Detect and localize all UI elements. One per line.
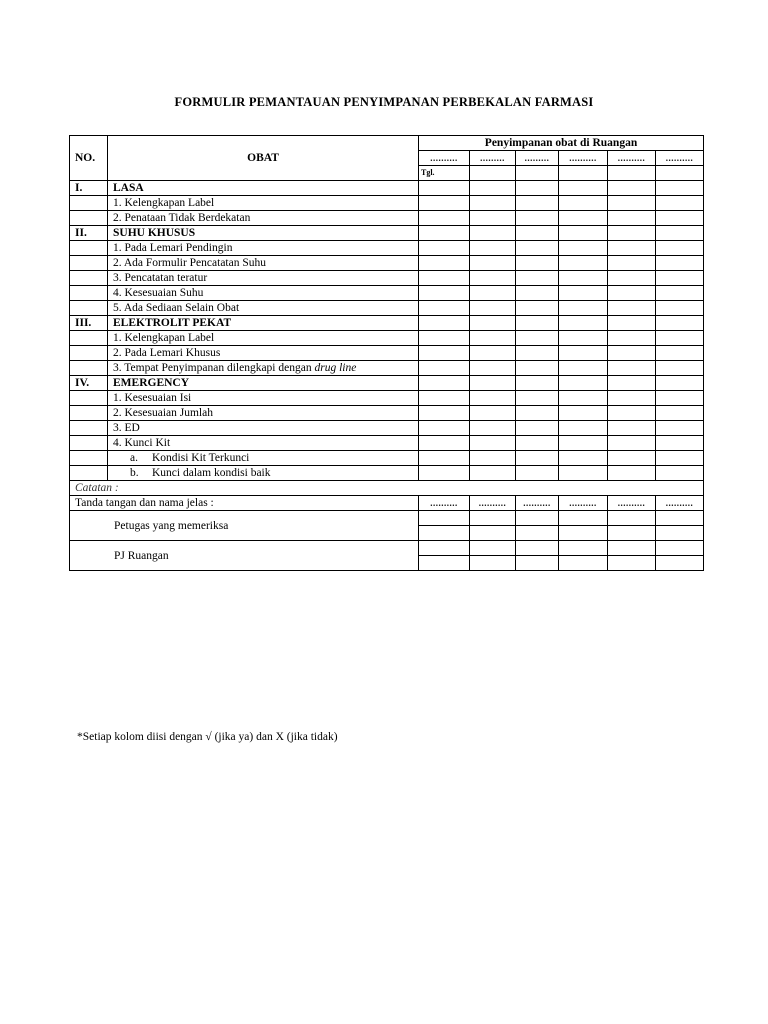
item-text: 2. Kesesuaian Jumlah	[113, 407, 213, 419]
item-check-cell-2[interactable]	[470, 346, 516, 361]
item-check-cell-6[interactable]	[656, 406, 704, 421]
section-check-cell-6[interactable]	[656, 376, 704, 391]
date-field-1[interactable]: ..........	[419, 151, 470, 166]
section-check-cell-2[interactable]	[470, 181, 516, 196]
item-label	[108, 256, 419, 271]
date-field-3[interactable]: .........	[516, 151, 559, 166]
date-field-5[interactable]: ..........	[608, 151, 656, 166]
signature-check-cell-5[interactable]	[608, 541, 656, 556]
item-number-cell	[70, 286, 108, 301]
item-check-cell-2[interactable]	[470, 196, 516, 211]
item-check-cell-2[interactable]	[470, 361, 516, 376]
section-check-cell-4[interactable]	[559, 226, 608, 241]
item-check-cell-5[interactable]	[608, 286, 656, 301]
footnote: *Setiap kolom diisi dengan √ (jika ya) dan X (jika tidak)	[77, 731, 338, 743]
item-check-cell-4[interactable]	[559, 451, 608, 466]
signature-date-field-2[interactable]: ..........	[470, 496, 516, 511]
item-label	[108, 466, 419, 481]
section-check-cell-6[interactable]	[656, 316, 704, 331]
signature-check-cell-3[interactable]	[516, 541, 559, 556]
item-label	[108, 211, 419, 226]
item-check-cell-5[interactable]	[608, 391, 656, 406]
item-text: 1. Kesesuaian Isi	[113, 392, 192, 404]
signature-check-cell-2[interactable]	[470, 541, 516, 556]
signature-check-cell-1[interactable]	[419, 526, 470, 541]
signature-date-field-6[interactable]: ..........	[656, 496, 704, 511]
item-check-cell-1[interactable]	[419, 361, 470, 376]
item-check-cell-4[interactable]	[559, 346, 608, 361]
item-check-cell-1[interactable]	[419, 421, 470, 436]
header-storage-group: Penyimpanan obat di Ruangan	[419, 136, 704, 151]
signature-label: Tanda tangan dan nama jelas :	[70, 496, 419, 511]
signature-check-cell-2[interactable]	[470, 511, 516, 526]
item-label	[108, 196, 419, 211]
item-check-cell-6[interactable]	[656, 466, 704, 481]
signature-date-field-1[interactable]: ..........	[419, 496, 470, 511]
item-check-cell-4[interactable]	[559, 391, 608, 406]
signature-check-cell-4[interactable]	[559, 556, 608, 571]
item-number-cell	[70, 436, 108, 451]
signature-date-field-3[interactable]: ..........	[516, 496, 559, 511]
section-row	[70, 181, 704, 196]
item-check-cell-4[interactable]	[559, 256, 608, 271]
signature-check-cell-2[interactable]	[470, 556, 516, 571]
item-text: 1. Kelengkapan Label	[113, 332, 215, 344]
item-label	[108, 331, 419, 346]
item-check-cell-2[interactable]	[470, 406, 516, 421]
item-check-cell-5[interactable]	[608, 466, 656, 481]
item-check-cell-4[interactable]	[559, 271, 608, 286]
item-check-cell-2[interactable]	[470, 211, 516, 226]
item-check-cell-6[interactable]	[656, 256, 704, 271]
item-row	[70, 271, 704, 286]
item-row	[70, 241, 704, 256]
section-check-cell-5[interactable]	[608, 316, 656, 331]
signature-role-label: PJ Ruangan	[70, 541, 419, 571]
item-check-cell-2[interactable]	[470, 256, 516, 271]
item-text: 4. Kesesuaian Suhu	[113, 287, 204, 299]
item-check-cell-5[interactable]	[608, 451, 656, 466]
item-label	[108, 421, 419, 436]
signature-check-cell-5[interactable]	[608, 511, 656, 526]
item-check-cell-4[interactable]	[559, 241, 608, 256]
item-check-cell-1[interactable]	[419, 211, 470, 226]
signature-check-cell-6[interactable]	[656, 556, 704, 571]
item-number-cell	[70, 331, 108, 346]
section-row	[70, 316, 704, 331]
date-field-2[interactable]: .........	[470, 151, 516, 166]
item-check-cell-3[interactable]	[516, 406, 559, 421]
item-check-cell-1[interactable]	[419, 301, 470, 316]
item-check-cell-6[interactable]	[656, 421, 704, 436]
section-check-cell-2[interactable]	[470, 226, 516, 241]
item-check-cell-4[interactable]	[559, 436, 608, 451]
tgl-label: Tgl.	[419, 166, 470, 181]
item-check-cell-4[interactable]	[559, 466, 608, 481]
item-row	[70, 256, 704, 271]
item-check-cell-5[interactable]	[608, 406, 656, 421]
signature-date-field-5[interactable]: ..........	[608, 496, 656, 511]
header-no: NO.	[70, 136, 108, 181]
item-check-cell-3[interactable]	[516, 331, 559, 346]
item-check-cell-1[interactable]	[419, 331, 470, 346]
section-check-cell-5[interactable]	[608, 376, 656, 391]
item-check-cell-2[interactable]	[470, 331, 516, 346]
item-check-cell-3[interactable]	[516, 466, 559, 481]
signature-check-cell-3[interactable]	[516, 511, 559, 526]
item-check-cell-3[interactable]	[516, 421, 559, 436]
item-check-cell-3[interactable]	[516, 271, 559, 286]
signature-check-cell-4[interactable]	[559, 511, 608, 526]
item-check-cell-1[interactable]	[419, 286, 470, 301]
item-row	[70, 286, 704, 301]
item-check-cell-2[interactable]	[470, 301, 516, 316]
tgl-cell-6[interactable]	[656, 166, 704, 181]
item-check-cell-3[interactable]	[516, 346, 559, 361]
item-text: 1. Kelengkapan Label	[113, 197, 215, 209]
item-check-cell-5[interactable]	[608, 211, 656, 226]
tgl-cell-5[interactable]	[608, 166, 656, 181]
item-italic-text: drug line	[314, 362, 357, 374]
section-check-cell-4[interactable]	[559, 376, 608, 391]
item-label	[108, 451, 419, 466]
signature-check-cell-5[interactable]	[608, 526, 656, 541]
section-number: II.	[70, 226, 108, 241]
item-text: 2. Pada Lemari Khusus	[113, 347, 221, 359]
item-check-cell-2[interactable]	[470, 466, 516, 481]
signature-check-cell-1[interactable]	[419, 541, 470, 556]
item-check-cell-1[interactable]	[419, 391, 470, 406]
item-row	[70, 391, 704, 406]
item-text: 3. Tempat Penyimpanan dilengkapi dengan	[113, 362, 315, 374]
section-check-cell-4[interactable]	[559, 316, 608, 331]
item-check-cell-3[interactable]	[516, 361, 559, 376]
item-label	[108, 346, 419, 361]
item-number-cell	[70, 241, 108, 256]
section-number: III.	[70, 316, 108, 331]
signature-check-cell-5[interactable]	[608, 556, 656, 571]
item-number-cell	[70, 211, 108, 226]
item-check-cell-3[interactable]	[516, 196, 559, 211]
signature-check-cell-3[interactable]	[516, 526, 559, 541]
item-row	[70, 211, 704, 226]
section-check-cell-3[interactable]	[516, 376, 559, 391]
item-label	[108, 406, 419, 421]
item-number-cell	[70, 256, 108, 271]
item-check-cell-3[interactable]	[516, 241, 559, 256]
date-field-6[interactable]: ..........	[656, 151, 704, 166]
item-check-cell-4[interactable]	[559, 286, 608, 301]
item-row	[70, 406, 704, 421]
item-check-cell-4[interactable]	[559, 331, 608, 346]
section-check-cell-3[interactable]	[516, 181, 559, 196]
item-letter: b.	[130, 467, 139, 479]
signature-role-label: Petugas yang memeriksa	[70, 511, 419, 541]
item-text: Kunci dalam kondisi baik	[152, 467, 271, 479]
item-check-cell-5[interactable]	[608, 256, 656, 271]
section-name: EMERGENCY	[108, 376, 419, 391]
item-text: 2. Ada Formulir Pencatatan Suhu	[113, 257, 266, 269]
item-number-cell	[70, 346, 108, 361]
item-check-cell-4[interactable]	[559, 421, 608, 436]
section-check-cell-2[interactable]	[470, 316, 516, 331]
signature-check-cell-6[interactable]	[656, 541, 704, 556]
item-check-cell-1[interactable]	[419, 451, 470, 466]
section-check-cell-1[interactable]	[419, 181, 470, 196]
item-number-cell	[70, 421, 108, 436]
item-check-cell-3[interactable]	[516, 301, 559, 316]
item-row	[70, 331, 704, 346]
item-check-cell-6[interactable]	[656, 436, 704, 451]
item-check-cell-3[interactable]	[516, 451, 559, 466]
item-check-cell-2[interactable]	[470, 271, 516, 286]
signature-check-cell-3[interactable]	[516, 556, 559, 571]
item-check-cell-5[interactable]	[608, 331, 656, 346]
monitoring-table	[69, 135, 704, 571]
item-check-cell-6[interactable]	[656, 286, 704, 301]
item-row	[70, 421, 704, 436]
item-text: 4. Kunci Kit	[113, 437, 171, 449]
item-check-cell-6[interactable]	[656, 331, 704, 346]
signature-check-cell-1[interactable]	[419, 556, 470, 571]
section-check-cell-6[interactable]	[656, 226, 704, 241]
item-check-cell-6[interactable]	[656, 271, 704, 286]
item-label	[108, 391, 419, 406]
item-check-cell-2[interactable]	[470, 436, 516, 451]
item-check-cell-1[interactable]	[419, 271, 470, 286]
item-label	[108, 436, 419, 451]
signature-check-cell-1[interactable]	[419, 511, 470, 526]
item-check-cell-3[interactable]	[516, 211, 559, 226]
item-label	[108, 361, 419, 376]
item-number-cell	[70, 391, 108, 406]
signature-date-field-4[interactable]: ..........	[559, 496, 608, 511]
section-row	[70, 376, 704, 391]
item-row	[70, 361, 704, 376]
item-number-cell	[70, 196, 108, 211]
signature-check-cell-4[interactable]	[559, 526, 608, 541]
section-row	[70, 226, 704, 241]
item-check-cell-3[interactable]	[516, 286, 559, 301]
item-number-cell	[70, 451, 108, 466]
signature-row	[70, 541, 704, 556]
item-text: 1. Pada Lemari Pendingin	[113, 242, 233, 254]
item-label	[108, 241, 419, 256]
signature-check-cell-2[interactable]	[470, 526, 516, 541]
item-check-cell-5[interactable]	[608, 241, 656, 256]
item-check-cell-3[interactable]	[516, 391, 559, 406]
item-check-cell-2[interactable]	[470, 391, 516, 406]
item-check-cell-5[interactable]	[608, 436, 656, 451]
item-number-cell	[70, 271, 108, 286]
item-check-cell-3[interactable]	[516, 436, 559, 451]
section-check-cell-5[interactable]	[608, 181, 656, 196]
date-field-4[interactable]: ..........	[559, 151, 608, 166]
section-check-cell-1[interactable]	[419, 376, 470, 391]
item-check-cell-6[interactable]	[656, 241, 704, 256]
item-check-cell-5[interactable]	[608, 346, 656, 361]
item-check-cell-5[interactable]	[608, 361, 656, 376]
item-number-cell	[70, 301, 108, 316]
section-check-cell-4[interactable]	[559, 181, 608, 196]
notes-row	[70, 481, 704, 496]
item-row	[70, 346, 704, 361]
item-check-cell-6[interactable]	[656, 301, 704, 316]
item-check-cell-5[interactable]	[608, 421, 656, 436]
item-text: Kondisi Kit Terkunci	[152, 452, 250, 464]
item-check-cell-6[interactable]	[656, 196, 704, 211]
item-check-cell-1[interactable]	[419, 196, 470, 211]
item-check-cell-3[interactable]	[516, 256, 559, 271]
signature-row	[70, 511, 704, 526]
item-letter: a.	[130, 452, 138, 464]
section-check-cell-3[interactable]	[516, 316, 559, 331]
item-row	[70, 301, 704, 316]
item-number-cell	[70, 406, 108, 421]
item-check-cell-4[interactable]	[559, 196, 608, 211]
tgl-cell-2[interactable]	[470, 166, 516, 181]
item-check-cell-4[interactable]	[559, 301, 608, 316]
section-number: IV.	[70, 376, 108, 391]
item-text: 3. ED	[113, 422, 140, 434]
item-check-cell-4[interactable]	[559, 211, 608, 226]
item-check-cell-1[interactable]	[419, 436, 470, 451]
item-check-cell-4[interactable]	[559, 361, 608, 376]
item-label	[108, 301, 419, 316]
section-number: I.	[70, 181, 108, 196]
section-check-cell-3[interactable]	[516, 226, 559, 241]
section-check-cell-1[interactable]	[419, 316, 470, 331]
item-check-cell-2[interactable]	[470, 421, 516, 436]
section-check-cell-6[interactable]	[656, 181, 704, 196]
item-check-cell-6[interactable]	[656, 346, 704, 361]
item-row	[70, 436, 704, 451]
notes-field[interactable]: Catatan :	[70, 481, 704, 496]
item-check-cell-1[interactable]	[419, 346, 470, 361]
item-check-cell-1[interactable]	[419, 406, 470, 421]
item-check-cell-2[interactable]	[470, 286, 516, 301]
item-check-cell-6[interactable]	[656, 391, 704, 406]
item-row	[70, 466, 704, 481]
item-text: 3. Pencatatan teratur	[113, 272, 208, 284]
item-check-cell-4[interactable]	[559, 406, 608, 421]
section-name: LASA	[108, 181, 419, 196]
item-row	[70, 196, 704, 211]
item-check-cell-2[interactable]	[470, 241, 516, 256]
item-check-cell-1[interactable]	[419, 256, 470, 271]
signature-header-row	[70, 496, 704, 511]
item-check-cell-5[interactable]	[608, 196, 656, 211]
item-check-cell-5[interactable]	[608, 271, 656, 286]
item-check-cell-1[interactable]	[419, 466, 470, 481]
section-check-cell-5[interactable]	[608, 226, 656, 241]
item-number-cell	[70, 361, 108, 376]
item-number-cell	[70, 466, 108, 481]
header-obat: OBAT	[108, 136, 419, 181]
item-check-cell-2[interactable]	[470, 451, 516, 466]
section-check-cell-1[interactable]	[419, 226, 470, 241]
item-check-cell-6[interactable]	[656, 361, 704, 376]
item-label	[108, 286, 419, 301]
item-check-cell-6[interactable]	[656, 211, 704, 226]
item-text: 5. Ada Sediaan Selain Obat	[113, 302, 240, 314]
item-text: 2. Penataan Tidak Berdekatan	[113, 212, 251, 224]
section-check-cell-2[interactable]	[470, 376, 516, 391]
item-row	[70, 451, 704, 466]
signature-check-cell-6[interactable]	[656, 526, 704, 541]
tgl-cell-3[interactable]	[516, 166, 559, 181]
header-row-1	[70, 136, 704, 151]
item-check-cell-5[interactable]	[608, 301, 656, 316]
item-check-cell-6[interactable]	[656, 451, 704, 466]
section-name: ELEKTROLIT PEKAT	[108, 316, 419, 331]
signature-check-cell-6[interactable]	[656, 511, 704, 526]
item-check-cell-1[interactable]	[419, 241, 470, 256]
tgl-cell-4[interactable]	[559, 166, 608, 181]
item-label	[108, 271, 419, 286]
section-name: SUHU KHUSUS	[108, 226, 419, 241]
form-title: FORMULIR PEMANTAUAN PENYIMPANAN PERBEKALAN FARMASI	[174, 95, 594, 109]
signature-check-cell-4[interactable]	[559, 541, 608, 556]
